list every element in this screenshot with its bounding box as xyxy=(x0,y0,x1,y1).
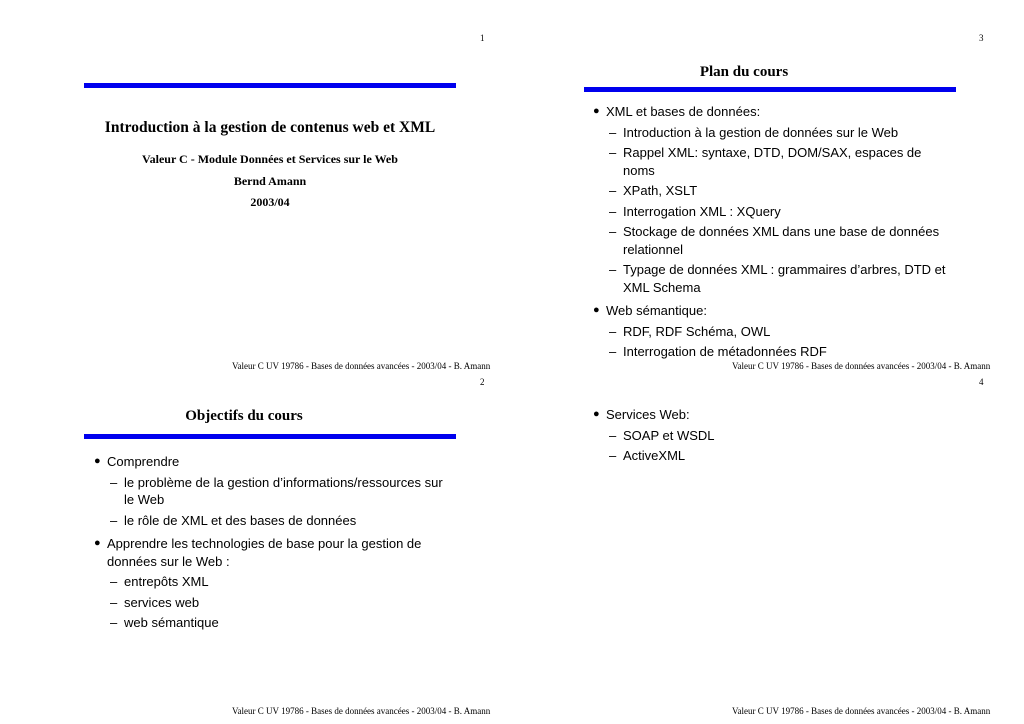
outline-list xyxy=(593,103,953,367)
sub-item-label: Rappel XML: syntaxe, DTD, DOM/SAX, espaces de noms xyxy=(623,145,922,178)
bullet: ● xyxy=(593,105,600,117)
slide-title: Introduction à la gestion de contenus web et XML xyxy=(104,119,436,136)
year: 2003/04 xyxy=(250,195,290,209)
sub-item: – Typage de données XML : grammaires d’arbres, DTD et XML Schema xyxy=(609,262,946,295)
bullet: ● xyxy=(94,455,101,467)
sub-item: – Stockage de données XML dans une base de données relationnel xyxy=(609,224,940,257)
sub-item: – SOAP et WSDL xyxy=(609,427,715,443)
sub-item: – le problème de la gestion d’informations/ressources sur le Web xyxy=(110,474,443,507)
page-number: 1 xyxy=(480,33,485,43)
list-item-label: Comprendre xyxy=(107,454,180,469)
bullet: ● xyxy=(94,537,101,549)
sub-item: – Interrogation XML : XQuery xyxy=(609,203,781,219)
sub-item: – entrepôts XML xyxy=(110,574,209,589)
sub-item-label: Stockage de données XML dans une base de données relationnel xyxy=(623,224,940,257)
sub-item: – XPath, XSLT xyxy=(609,183,698,198)
sub-item: – Interrogation de métadonnées RDF xyxy=(609,344,827,359)
list-item xyxy=(593,406,953,465)
sub-item-label: le rôle de XML et des bases de données xyxy=(124,512,357,528)
author: Bernd Amann xyxy=(233,174,307,188)
sub-item: – web sémantique xyxy=(110,615,219,630)
footer: Valeur C UV 19786 - Bases de données avancées - 2003/04 - B. Amann xyxy=(232,706,491,716)
list-item xyxy=(593,103,953,296)
sub-item-label: Typage de données XML : grammaires d’arbres, DTD et XML Schema xyxy=(623,262,946,295)
sub-item-label: services web xyxy=(124,594,200,610)
slide-subtitle: Valeur C - Module Données et Services sur le Web xyxy=(142,152,398,166)
sub-item-label: web sémantique xyxy=(124,615,219,630)
sub-item: – le rôle de XML et des bases de données xyxy=(110,512,357,528)
slide-4 xyxy=(512,362,1024,724)
title-rule xyxy=(84,434,456,439)
page-number: 4 xyxy=(979,377,984,387)
sub-item-label: le problème de la gestion d’informations/ressources sur le Web xyxy=(124,474,443,507)
sub-item-label: XPath, XSLT xyxy=(623,183,698,198)
sub-item: – Introduction à la gestion de données sur le Web xyxy=(609,124,899,140)
list-item-label: XML et bases de données: xyxy=(606,104,761,119)
list-item xyxy=(94,535,456,632)
slide-1 xyxy=(0,0,512,371)
bullet: ● xyxy=(593,408,600,420)
title-rule xyxy=(584,87,956,92)
sub-item-label: SOAP et WSDL xyxy=(623,427,715,443)
bullet: ● xyxy=(593,304,600,316)
slide-2 xyxy=(0,362,512,724)
sub-item: – services web xyxy=(110,594,200,610)
list-item-label: Apprendre les technologies de base pour la gestion de données sur le Web : xyxy=(107,536,422,569)
slide-title: Objectifs du cours xyxy=(185,408,303,424)
footer: Valeur C UV 19786 - Bases de données avancées - 2003/04 - B. Amann xyxy=(232,361,491,371)
page-number: 3 xyxy=(979,33,984,43)
sub-item: – ActiveXML xyxy=(609,448,686,463)
page-number: 2 xyxy=(480,377,485,387)
objectives-list xyxy=(94,453,456,638)
list-item xyxy=(593,302,953,361)
footer: Valeur C UV 19786 - Bases de données avancées - 2003/04 - B. Amann xyxy=(732,706,991,716)
slide-3 xyxy=(512,0,1024,371)
list-item xyxy=(94,453,456,529)
sub-item: – RDF, RDF Schéma, OWL xyxy=(609,323,771,339)
slide-title: Plan du cours xyxy=(699,64,789,80)
sub-item: – Rappel XML: syntaxe, DTD, DOM/SAX, espaces de noms xyxy=(609,145,922,178)
sub-item-label: Interrogation de métadonnées RDF xyxy=(623,344,827,359)
sub-item-label: RDF, RDF Schéma, OWL xyxy=(623,323,771,339)
list-item-label: Web sémantique: xyxy=(606,303,707,318)
sub-item-label: Introduction à la gestion de données sur le Web xyxy=(623,124,899,140)
title-rule xyxy=(84,83,456,88)
sub-item-label: Interrogation XML : XQuery xyxy=(623,203,781,219)
sub-item-label: entrepôts XML xyxy=(124,574,209,589)
list-item-label: Services Web: xyxy=(606,407,690,422)
footer: Valeur C UV 19786 - Bases de données avancées - 2003/04 - B. Amann xyxy=(732,361,991,371)
services-list xyxy=(593,406,953,471)
sub-item-label: ActiveXML xyxy=(623,448,686,463)
